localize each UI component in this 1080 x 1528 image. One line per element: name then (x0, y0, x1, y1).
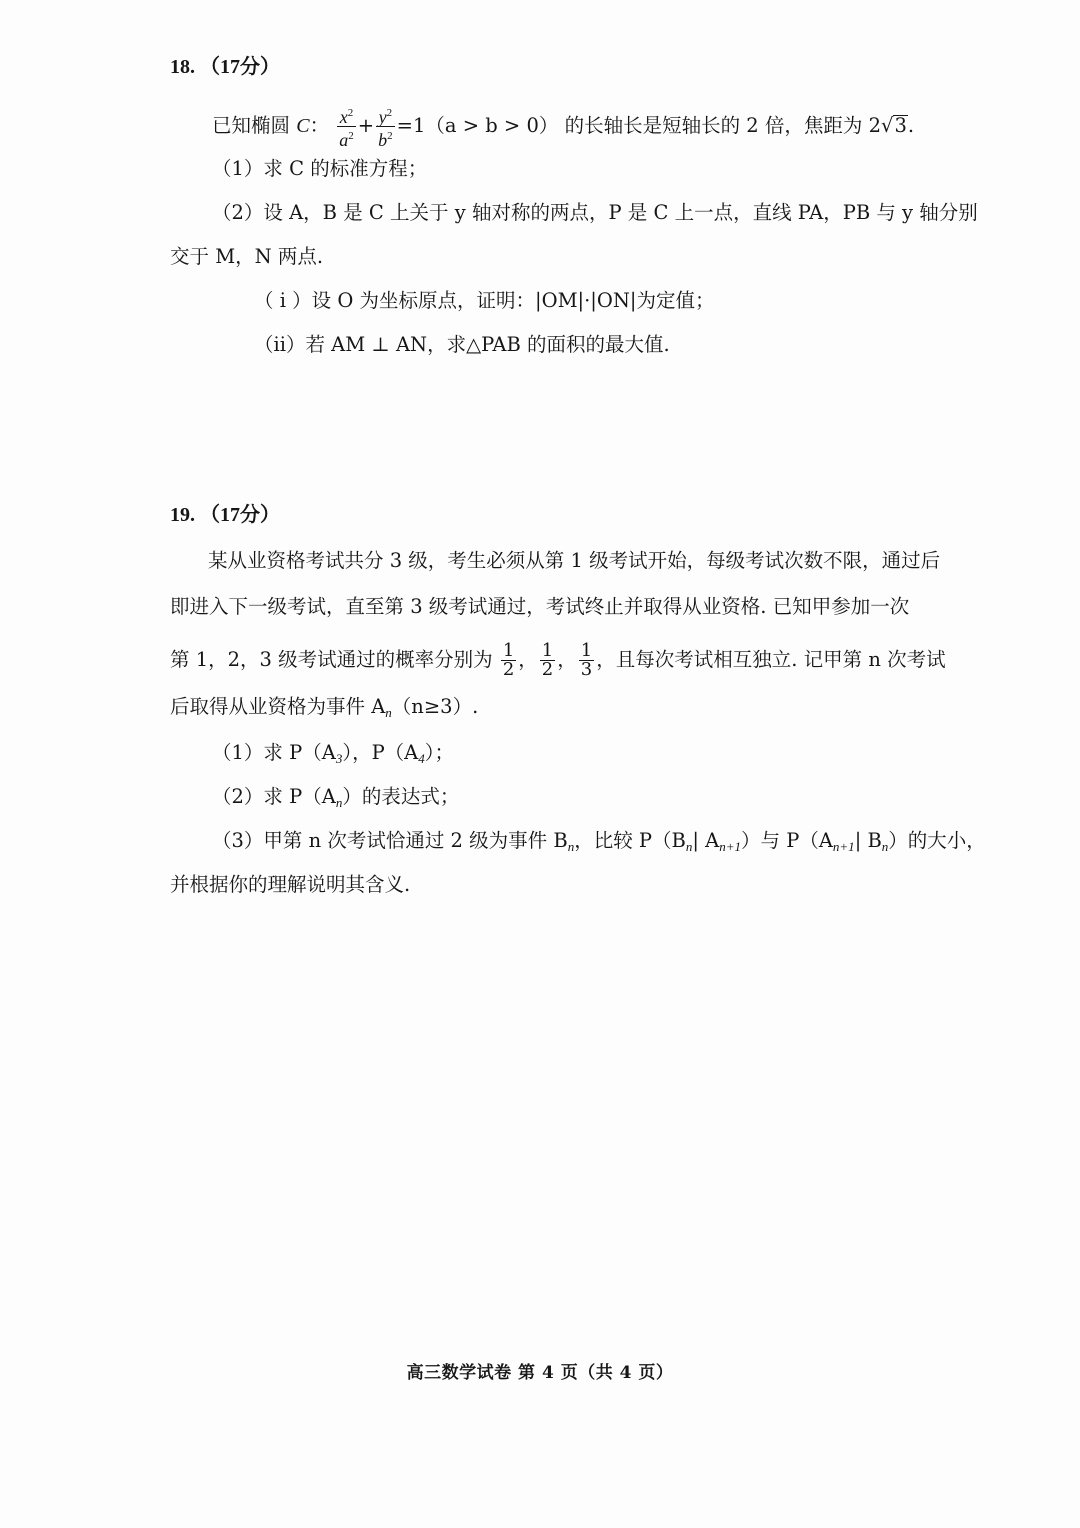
q18-x-fraction: $\frac{x^2}{a^2}$ (337, 104, 356, 149)
q18-curve-name: C (296, 115, 310, 137)
q18-part2-i: （ i ）设 O 为坐标原点，证明：|OM|·|ON|为定值； (254, 289, 715, 312)
q19-part3-line1 (212, 826, 986, 862)
q19-part1-sub1: 3 (335, 751, 343, 766)
q19-prob-fraction-2 (540, 642, 555, 679)
q19-line3-prefix: 第 1，2，3 级考试通过的概率分别为 (170, 648, 493, 671)
q19-line2: 即进入下一级考试，直至第 3 级考试通过，考试终止并取得从业资格. 已知甲参加一次 (170, 595, 910, 618)
q19-part1-sub2: 4 (418, 751, 425, 766)
q18-header: 18. （17分） (170, 56, 280, 78)
q18-part2-line2: 交于 M，N 两点. (170, 245, 324, 268)
q18-x-denominator: a (339, 130, 349, 150)
q19-frac3-num: 1 (580, 640, 593, 661)
q18-stem-prefix: 已知椭圆 (212, 114, 291, 137)
q19-part2-prefix: （2）求 P（A (212, 785, 336, 808)
q18-part2-line1: （2）设 A，B 是 C 上关于 y 轴对称的两点，P 是 C 上一点，直线 PA，PB 与 y 轴分别 (212, 201, 978, 224)
q19-line4 (170, 692, 478, 728)
q19-part1 (212, 738, 454, 774)
page-footer: 高三数学试卷 第 4 页（共 4 页） (406, 1363, 674, 1383)
q19-header: 19. （17分） (170, 504, 280, 526)
q18-y-numerator: y (378, 107, 387, 127)
q18-focal-coef: 2 (868, 114, 881, 137)
q19-frac2-den: 2 (541, 659, 554, 680)
q19-line3 (170, 642, 946, 679)
q19-line4-prefix: 后取得从业资格为事件 A (170, 695, 386, 718)
q19-part3-d: ）与 P（A (741, 829, 833, 852)
q18-y-fraction: $\frac{y^2}{b^2}$ (376, 104, 395, 149)
q19-part3-sub1: n (567, 839, 575, 854)
q19-part2-suffix: ）的表达式； (342, 785, 460, 808)
q19-frac1-num: 1 (502, 640, 515, 661)
q18-part2-ii: （ii）若 AM ⊥ AN，求△PAB 的面积的最大值. (254, 333, 670, 356)
q19-part3-line2: 并根据你的理解说明其含义. (170, 873, 411, 896)
q19-part3-sub3: n+1 (719, 839, 741, 854)
q19-part1-suffix: ）； (424, 741, 455, 764)
q18-sqrt: √3 (881, 114, 907, 137)
q19-frac3-den: 3 (580, 659, 593, 680)
q18-sqrt-radicand: 3 (894, 114, 907, 137)
q19-part3-sub4: n+1 (832, 839, 855, 854)
q18-stem-suffix: 的长轴长是短轴长的 2 倍，焦距为 (564, 114, 863, 137)
q19-part3-a: （3）甲第 n 次考试恰通过 2 级为事件 B (212, 829, 568, 852)
q19-part2 (212, 782, 459, 818)
q19-part1-mid: ），P（A (342, 741, 419, 764)
q19-line1: 某从业资格考试共分 3 级，考生必须从第 1 级考试开始，每级考试次数不限，通过后 (208, 549, 941, 572)
q18-eq-tail: =1（a > b > 0） (396, 114, 559, 137)
q18-x-numerator: x (339, 107, 348, 127)
q19-line3-suffix: ，且每次考试相互独立. 记甲第 n 次考试 (596, 648, 946, 671)
q19-prob-fraction-1 (501, 642, 516, 679)
q19-comma1: ， (518, 648, 538, 671)
q19-part3-c: | A (692, 829, 720, 852)
q18-colon: ： (309, 114, 330, 137)
q19-prob-fraction-3 (579, 642, 594, 679)
q18-part1: （1）求 C 的标准方程； (212, 157, 428, 180)
q18-period: . (907, 114, 915, 137)
q19-frac2-num: 1 (541, 640, 554, 661)
q19-part3-sub5: n (881, 839, 889, 854)
q19-frac1-den: 2 (502, 659, 515, 680)
q19-part1-prefix: （1）求 P（A (212, 741, 336, 764)
q19-part3-e: | B (854, 829, 882, 852)
q19-part3-sub2: n (685, 839, 693, 854)
q19-part3-f: ）的大小， (888, 829, 986, 852)
q19-part2-sub: n (335, 795, 343, 810)
q19-line4-subscript: n (385, 705, 392, 720)
q18-plus: + (357, 114, 375, 137)
q18-stem (212, 104, 914, 149)
q18-y-denominator: b (378, 130, 388, 150)
q19-part3-b: ，比较 P（B (574, 829, 686, 852)
q19-line4-suffix: （n≥3）. (391, 695, 479, 718)
q19-comma2: ， (557, 648, 577, 671)
